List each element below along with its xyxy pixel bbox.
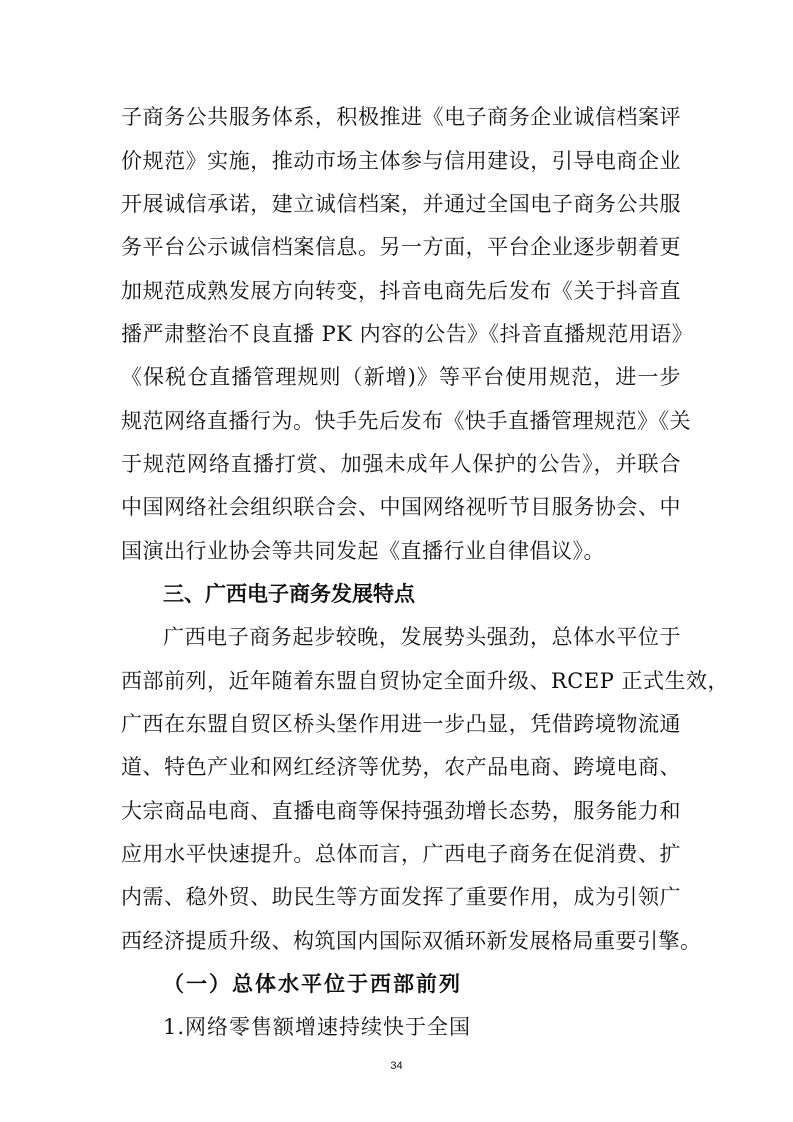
paragraph-line: 大宗商品电商、直播电商等保持强劲增长态势，服务能力和	[121, 799, 681, 823]
paragraph-line: 子商务公共服务体系，积极推进《电子商务企业诚信档案评	[121, 105, 681, 129]
paragraph-line: 《保税仓直播管理规则（新增)》等平台使用规范，进一步	[121, 365, 681, 389]
paragraph-line: 内需、稳外贸、助民生等方面发挥了重要作用，成为引领广	[121, 885, 681, 909]
paragraph-line: 广西电子商务起步较晚，发展势头强劲，总体水平位于	[163, 625, 681, 649]
paragraph-line: 规范网络直播行为。快手先后发布《快手直播管理规范》《关	[121, 409, 691, 433]
paragraph-line: 道、特色产业和网红经济等优势，农产品电商、跨境电商、	[121, 755, 681, 779]
paragraph-line: 广西在东盟自贸区桥头堡作用进一步凸显，凭借跨境物流通	[121, 712, 681, 736]
paragraph-line: 国演出行业协会等共同发起《直播行业自律倡议》。	[121, 539, 605, 563]
paragraph-line: 西部前列，近年随着东盟自贸协定全面升级、RCEP 正式生效，	[121, 669, 730, 693]
paragraph-line: 价规范》实施，推动市场主体参与信用建设，引导电商企业	[121, 149, 681, 173]
paragraph-line: 西经济提质升级、构筑国内国际双循环新发展格局重要引擎。	[121, 929, 702, 953]
paragraph-line: 中国网络社会组织联合会、中国网络视听节目服务协会、中	[121, 495, 681, 519]
paragraph-line: 开展诚信承诺，建立诚信档案，并通过全国电子商务公共服	[121, 192, 681, 216]
paragraph-line: 务平台公示诚信档案信息。另一方面，平台企业逐步朝着更	[121, 235, 681, 259]
subsection-heading: （一）总体水平位于西部前列	[163, 971, 462, 996]
paragraph-line: 应用水平快速提升。总体而言，广西电子商务在促消费、扩	[121, 842, 681, 866]
subsubsection-heading: 1.网络零售额增速持续快于全国	[163, 1015, 472, 1039]
paragraph-line: 于规范网络直播打赏、加强未成年人保护的公告》，并联合	[121, 452, 681, 476]
paragraph-line: 播严肃整治不良直播 PK 内容的公告》《抖音直播规范用语》	[121, 322, 694, 346]
section-heading: 三、广西电子商务发展特点	[163, 582, 415, 606]
paragraph-line: 加规范成熟发展方向转变，抖音电商先后发布《关于抖音直	[121, 279, 681, 303]
page-number: 34	[390, 1060, 403, 1072]
